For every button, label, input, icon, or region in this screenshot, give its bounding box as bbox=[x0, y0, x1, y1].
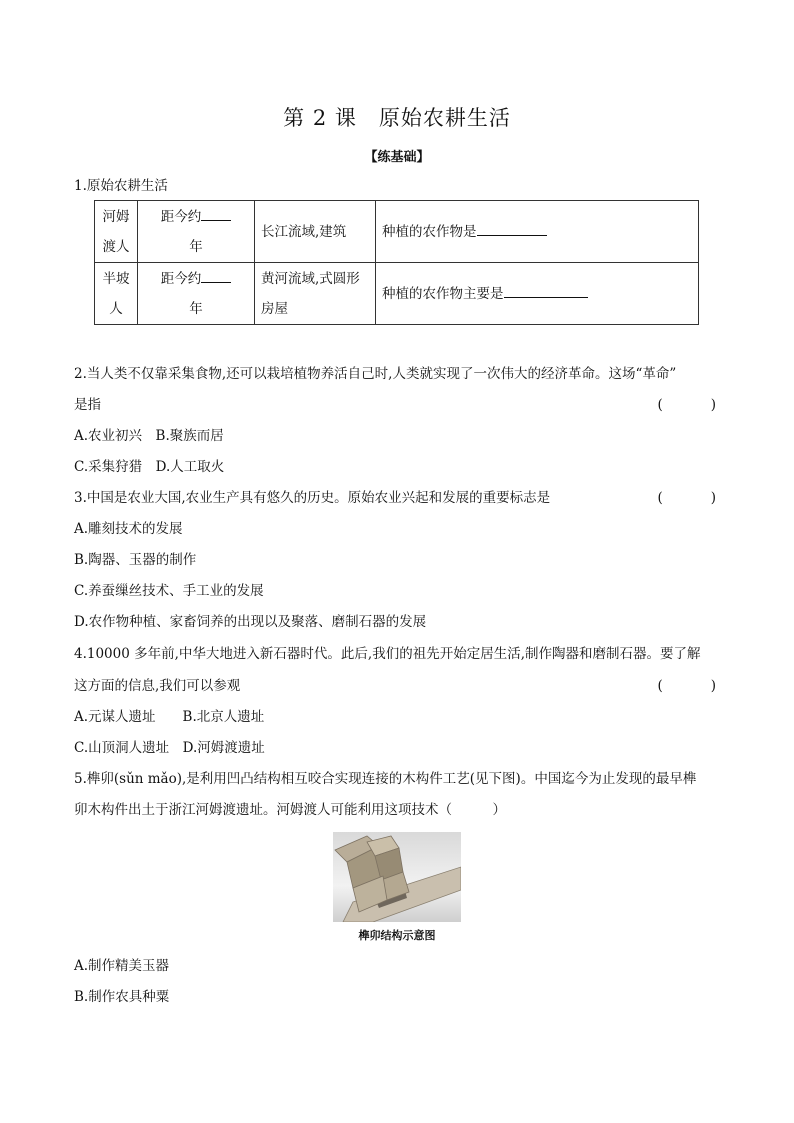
mortise-tenon-illustration bbox=[333, 832, 461, 922]
question-2-line2: 是指 bbox=[74, 397, 101, 413]
question-3-option-c: C.养蚕缫丝技术、手工业的发展 bbox=[74, 583, 264, 599]
place-line2: 房屋 bbox=[261, 300, 288, 317]
paren-open: ( bbox=[657, 490, 663, 506]
table-row-banpo bbox=[95, 263, 699, 325]
crop-label: 种植的农作物主要是 bbox=[382, 285, 504, 302]
question-5-line1: 5.榫卯(sǔn mǎo),是利用凹凸结构相互咬合实现连接的木构件工艺(见下图)。中国迄今为止发现的最早榫 bbox=[74, 771, 697, 787]
people-name-line2: 人 bbox=[109, 300, 123, 317]
paren-close: ) bbox=[710, 490, 716, 506]
question-3-option-d: D.农作物种植、家畜饲养的出现以及聚落、磨制石器的发展 bbox=[74, 614, 427, 630]
question-3-option-a: A.雕刻技术的发展 bbox=[74, 521, 183, 537]
page-title: 第 2 课 原始农耕生活 bbox=[283, 106, 511, 130]
question-1-stem: 1.原始农耕生活 bbox=[74, 178, 168, 194]
time-prefix: 距今约 bbox=[160, 270, 202, 287]
crop-blank[interactable] bbox=[477, 221, 547, 236]
time-cell bbox=[138, 263, 255, 325]
question-4-line1: 4.10000 多年前,中华大地进入新石器时代。此后,我们的祖先开始定居生活,制作陶器和磨制石器。要了解 bbox=[74, 646, 701, 662]
question-4-line2: 这方面的信息,我们可以参观 bbox=[74, 678, 241, 694]
question-2-line1: 2.当人类不仅靠采集食物,还可以栽培植物养活自己时,人类就实现了一次伟大的经济革命。这场“革命” bbox=[74, 366, 677, 382]
people-name-line1: 河姆 bbox=[102, 208, 130, 225]
people-name-cell bbox=[95, 263, 138, 325]
people-name-line2: 渡人 bbox=[102, 238, 130, 255]
crop-label: 种植的农作物是 bbox=[382, 223, 477, 240]
time-blank[interactable] bbox=[201, 268, 231, 283]
answer-paren[interactable] bbox=[657, 488, 716, 508]
crop-cell bbox=[376, 263, 699, 325]
place-cell bbox=[255, 263, 376, 325]
farming-table bbox=[94, 200, 699, 325]
place-line1: 黄河流域,式圆形 bbox=[261, 270, 360, 287]
question-2-options-ab: A.农业初兴 B.聚族而居 bbox=[74, 428, 224, 444]
time-unit: 年 bbox=[189, 238, 203, 255]
paren-close: ) bbox=[710, 397, 716, 413]
answer-paren[interactable] bbox=[657, 676, 716, 696]
question-5-option-a: A.制作精美玉器 bbox=[74, 958, 170, 974]
crop-blank[interactable] bbox=[504, 283, 588, 298]
paren-open: ( bbox=[657, 397, 663, 413]
section-label: 【练基础】 bbox=[364, 150, 430, 165]
paren-open: ( bbox=[657, 678, 663, 694]
question-3-line1: 3.中国是农业大国,农业生产具有悠久的历史。原始农业兴起和发展的重要标志是 bbox=[74, 490, 551, 506]
people-name-cell bbox=[95, 201, 138, 263]
time-blank[interactable] bbox=[201, 206, 231, 221]
answer-paren[interactable] bbox=[657, 395, 716, 415]
time-unit: 年 bbox=[189, 300, 203, 317]
question-3-option-b: B.陶器、玉器的制作 bbox=[74, 552, 197, 568]
figure-caption: 榫卯结构示意图 bbox=[358, 929, 436, 942]
place-cell: 长江流域,建筑 bbox=[255, 201, 376, 263]
question-5-option-b: B.制作农具种粟 bbox=[74, 989, 170, 1005]
question-4-options-cd: C.山顶洞人遗址 D.河姆渡遗址 bbox=[74, 740, 265, 756]
question-5-line2: 卯木构件出土于浙江河姆渡遗址。河姆渡人可能利用这项技术（ ） bbox=[74, 802, 506, 818]
time-prefix: 距今约 bbox=[160, 208, 202, 225]
question-4-options-ab: A.元谋人遗址 B.北京人遗址 bbox=[74, 709, 265, 725]
table-row-hemudu bbox=[95, 201, 699, 263]
mortise-tenon-image bbox=[333, 832, 461, 922]
crop-cell bbox=[376, 201, 699, 263]
paren-close: ) bbox=[710, 678, 716, 694]
time-cell bbox=[138, 201, 255, 263]
question-2-options-cd: C.采集狩猎 D.人工取火 bbox=[74, 459, 225, 475]
people-name-line1: 半坡 bbox=[102, 270, 130, 287]
